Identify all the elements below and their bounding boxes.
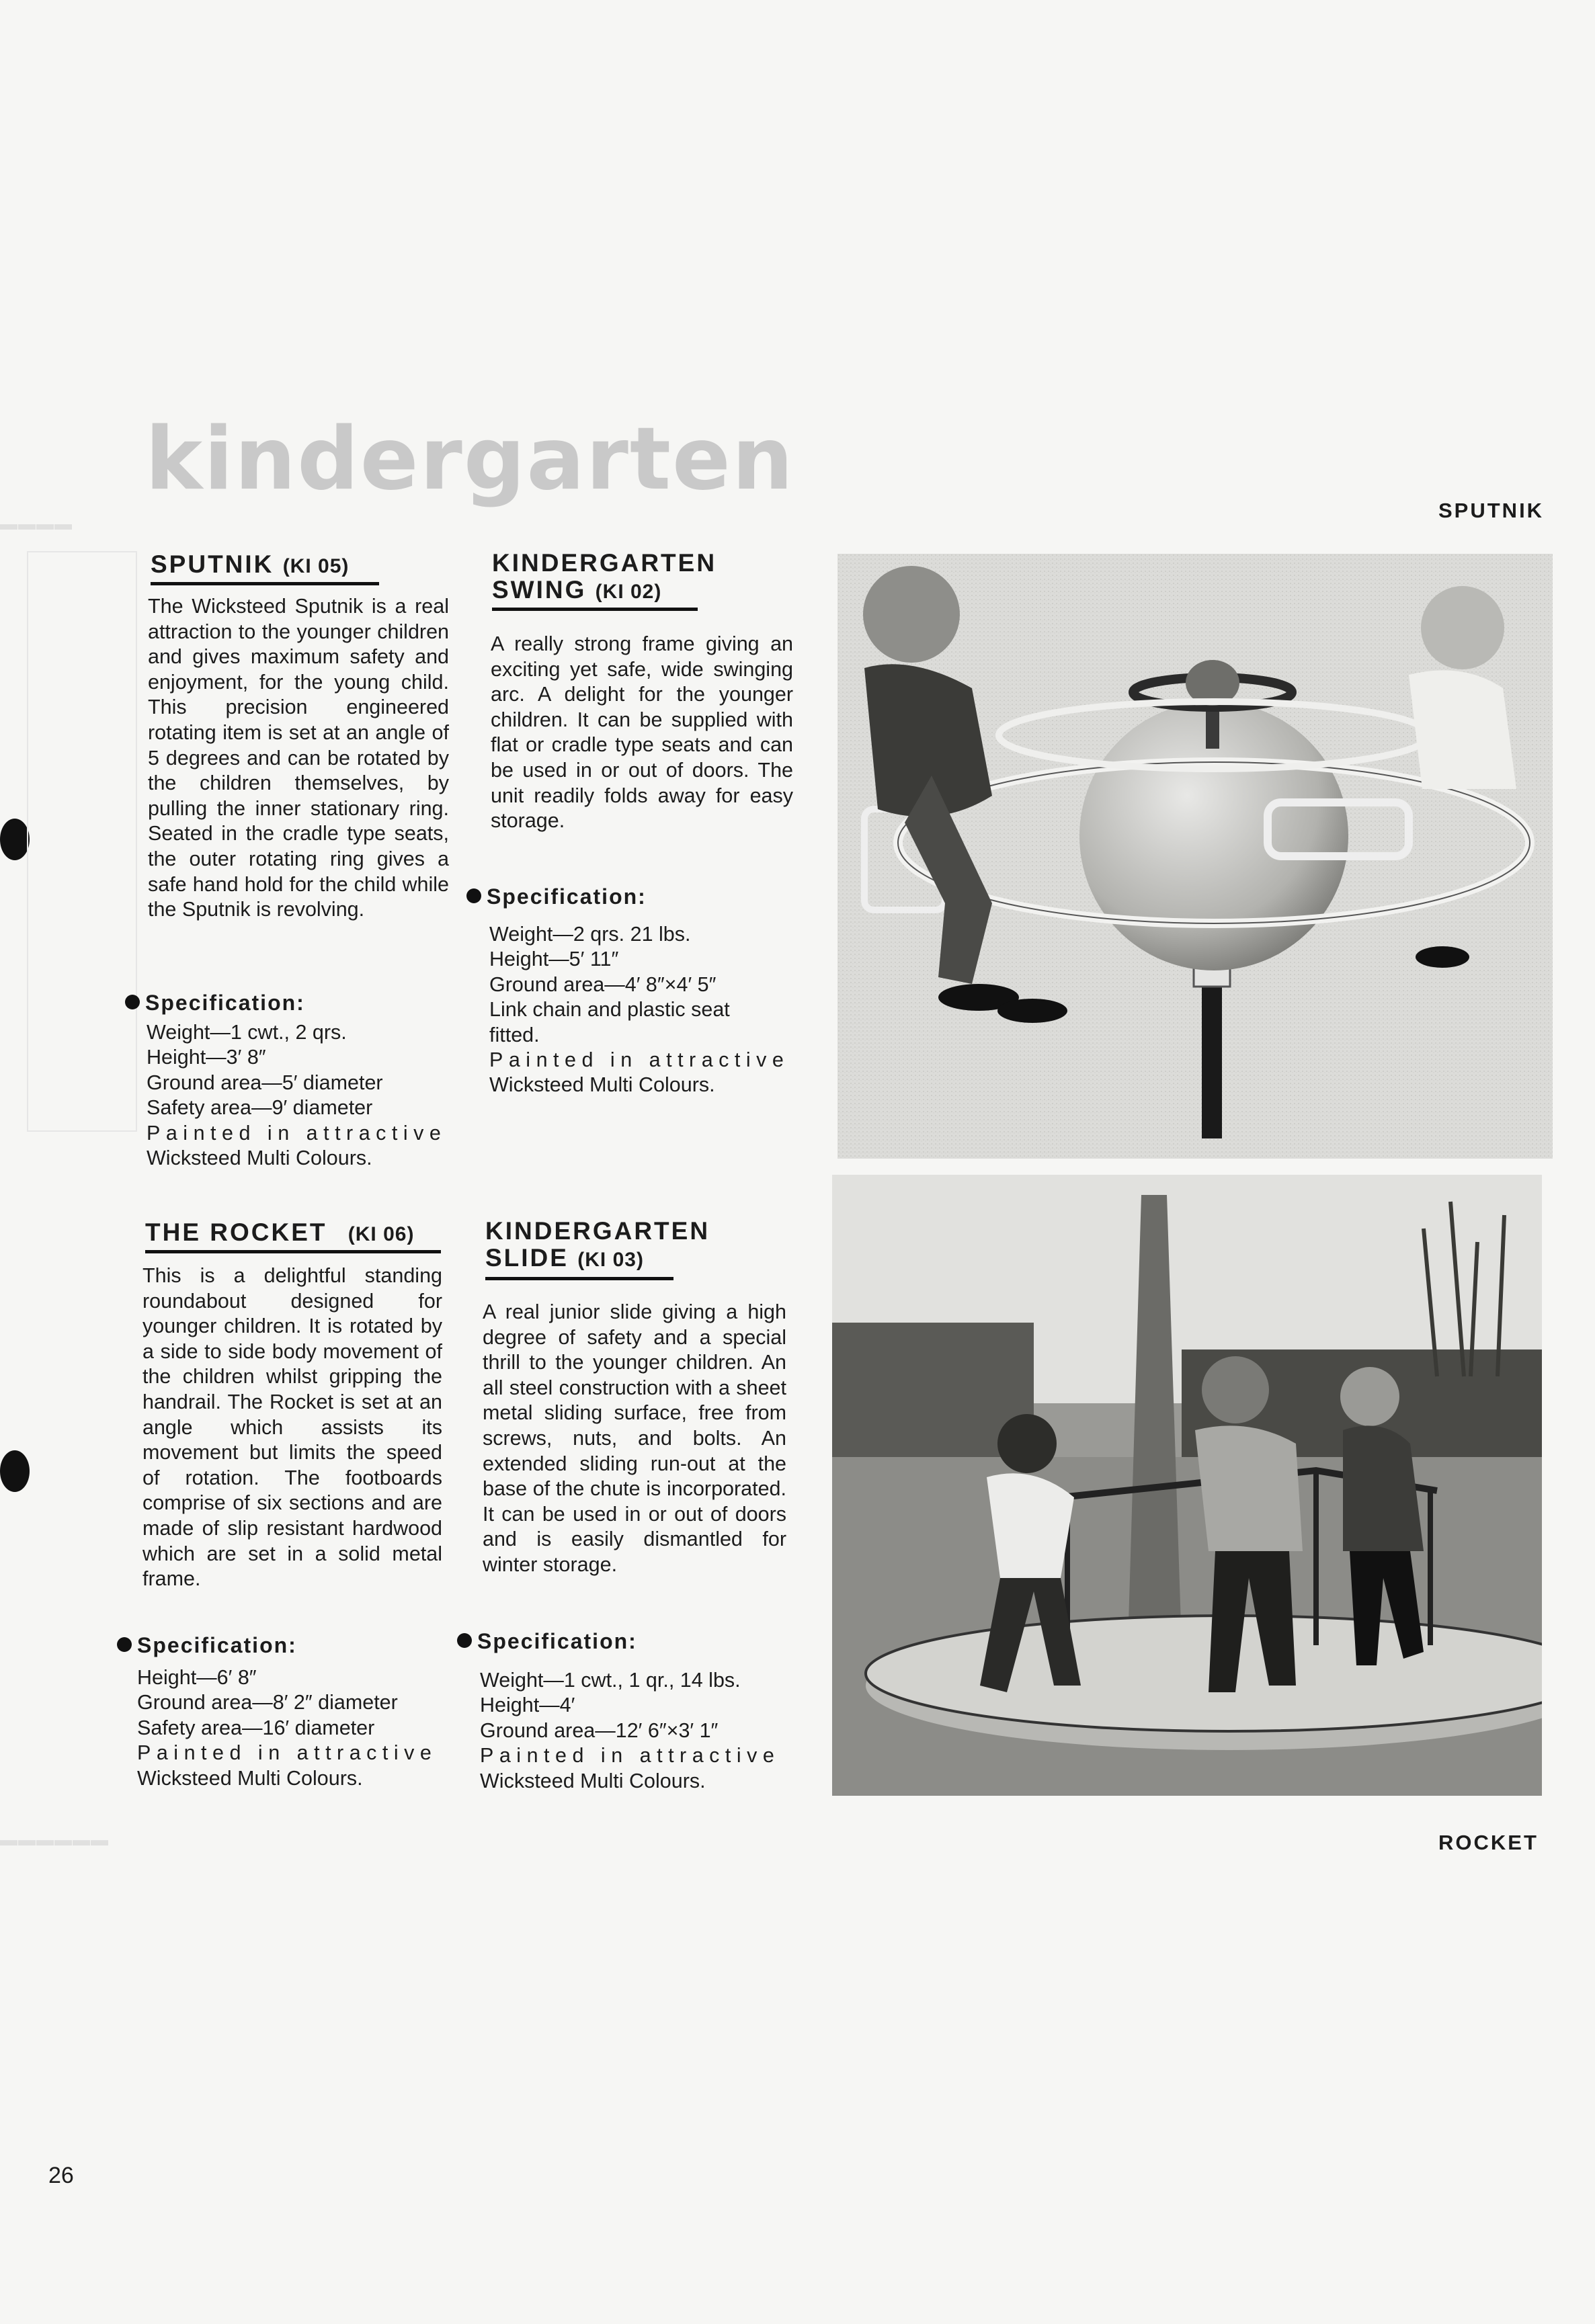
rocket-photo (832, 1175, 1542, 1796)
show-through-text-2: ▬▬▬▬▬▬ (0, 1829, 109, 1850)
rocket-underline (145, 1250, 441, 1253)
rocket-heading (145, 1219, 414, 1248)
swing-name-line1: KINDERGARTEN (492, 549, 717, 577)
spec-line: Safety area—16′ diameter (137, 1716, 375, 1739)
spec-painted: Painted in attractive (137, 1741, 438, 1765)
show-through-text: ▬▬▬▬ (0, 513, 73, 534)
sputnik-illustration (837, 554, 1553, 1159)
sputnik-spec-heading: Specification: (125, 989, 305, 1016)
bullet-icon (125, 995, 140, 1009)
spec-line: Height—3′ 8″ (147, 1046, 266, 1069)
sputnik-code: (KI 05) (282, 555, 350, 577)
sputnik-description: The Wicksteed Sputnik is a real attraction to the younger children and gives maximum safety and enjoyment, for the young child. This precision engineered rotating item is set at an angle of 5 degrees and can be rotated by the children themselves, by pulling the inner stationary ring. Seated in the cradle type seats, the outer rotating ring gives a safe hand hold for the child while the Sputnik is revolving. (148, 595, 449, 921)
spec-line: Height—5′ 11″ (489, 948, 619, 971)
spec-line: Ground area—8′ 2″ diameter (137, 1691, 398, 1714)
swing-description: A really strong frame giving an exciting yet safe, wide swinging arc. A delight for the younger children. It can be supplied with flat or cradle type seats and can be used in or out of doors. The unit readily folds away for easy storage. (491, 632, 793, 833)
spec-colours: Wicksteed Multi Colours. (480, 1769, 706, 1792)
slide-name-line2: SLIDE (485, 1244, 569, 1272)
spec-painted: Painted in attractive (480, 1744, 780, 1768)
slide-specs (480, 1668, 780, 1794)
show-through-frame (27, 551, 137, 1132)
slide-description: A real junior slide giving a high degree of safety and a special thrill to the younger children. An all steel construction with a sheet metal sliding surface, free from screws, nuts, and bolts. An extended sliding run-out at the base of the chute is incorporated. It can be used in or out of doors and is easily dismantled for winter storage. (483, 1300, 786, 1576)
slide-code: (KI 03) (577, 1249, 644, 1271)
slide-heading (485, 1218, 710, 1274)
rocket-description: This is a delightful standing roundabout designed for younger children. It is rotated by a side to side body movement of the children whilst gripping the handrail. The Rocket is set at an angle which assists its movement but limits the speed of rotation. The footboards comprise of six sections and are made of slip resistant hardwood which are set in a solid metal frame. (142, 1264, 442, 1591)
sputnik-photo (837, 554, 1553, 1159)
spec-colours: Wicksteed Multi Colours. (147, 1147, 372, 1170)
spec-line: Weight—2 qrs. 21 lbs. (489, 923, 691, 946)
rocket-specs (137, 1665, 437, 1791)
spec-line: Weight—1 cwt., 2 qrs. (147, 1021, 347, 1044)
swing-spec-heading: Specification: (466, 883, 647, 910)
swing-specs (489, 922, 789, 1098)
bullet-icon (117, 1637, 132, 1652)
spec-line: Link chain and plastic seat (489, 998, 730, 1022)
slide-underline (485, 1277, 673, 1280)
sputnik-name: SPUTNIK (151, 550, 274, 578)
spec-line: Height—4′ (480, 1694, 575, 1717)
punch-hole-bottom (0, 1450, 30, 1492)
punch-hole-top (0, 819, 30, 860)
sputnik-photo-caption: SPUTNIK (1438, 499, 1545, 522)
sputnik-heading (151, 551, 349, 580)
spec-painted: Painted in attractive (489, 1048, 790, 1072)
spec-line: Weight—1 cwt., 1 qr., 14 lbs. (480, 1669, 741, 1692)
spec-line: Ground area—4′ 8″×4′ 5″ (489, 972, 717, 996)
rocket-name: THE ROCKET (145, 1218, 327, 1246)
swing-underline (492, 608, 698, 611)
spec-line: Ground area—5′ diameter (147, 1071, 383, 1094)
sputnik-underline (151, 582, 379, 585)
slide-name-line1: KINDERGARTEN (485, 1217, 710, 1245)
rocket-code: (KI 06) (347, 1223, 415, 1245)
spec-line: fitted. (489, 1023, 540, 1046)
spec-colours: Wicksteed Multi Colours. (137, 1766, 363, 1790)
rocket-photo-caption: ROCKET (1438, 1831, 1539, 1854)
swing-code: (KI 02) (595, 581, 662, 603)
sputnik-specs (147, 1020, 446, 1171)
swing-name-line2: SWING (492, 576, 587, 604)
spec-line: Height—6′ 8″ (137, 1666, 257, 1689)
page-title: kindergarten (145, 409, 794, 509)
spec-painted: Painted in attractive (147, 1121, 447, 1145)
rocket-illustration (832, 1175, 1542, 1796)
spec-line: Safety area—9′ diameter (147, 1096, 373, 1120)
page-number: 26 (48, 2163, 74, 2188)
spec-line: Ground area—12′ 6″×3′ 1″ (480, 1718, 719, 1742)
spec-colours: Wicksteed Multi Colours. (489, 1073, 715, 1097)
rocket-spec-heading: Specification: (117, 1632, 297, 1659)
bullet-icon (457, 1633, 472, 1648)
slide-spec-heading: Specification: (457, 1628, 637, 1655)
swing-heading (492, 550, 717, 606)
bullet-icon (466, 888, 481, 903)
